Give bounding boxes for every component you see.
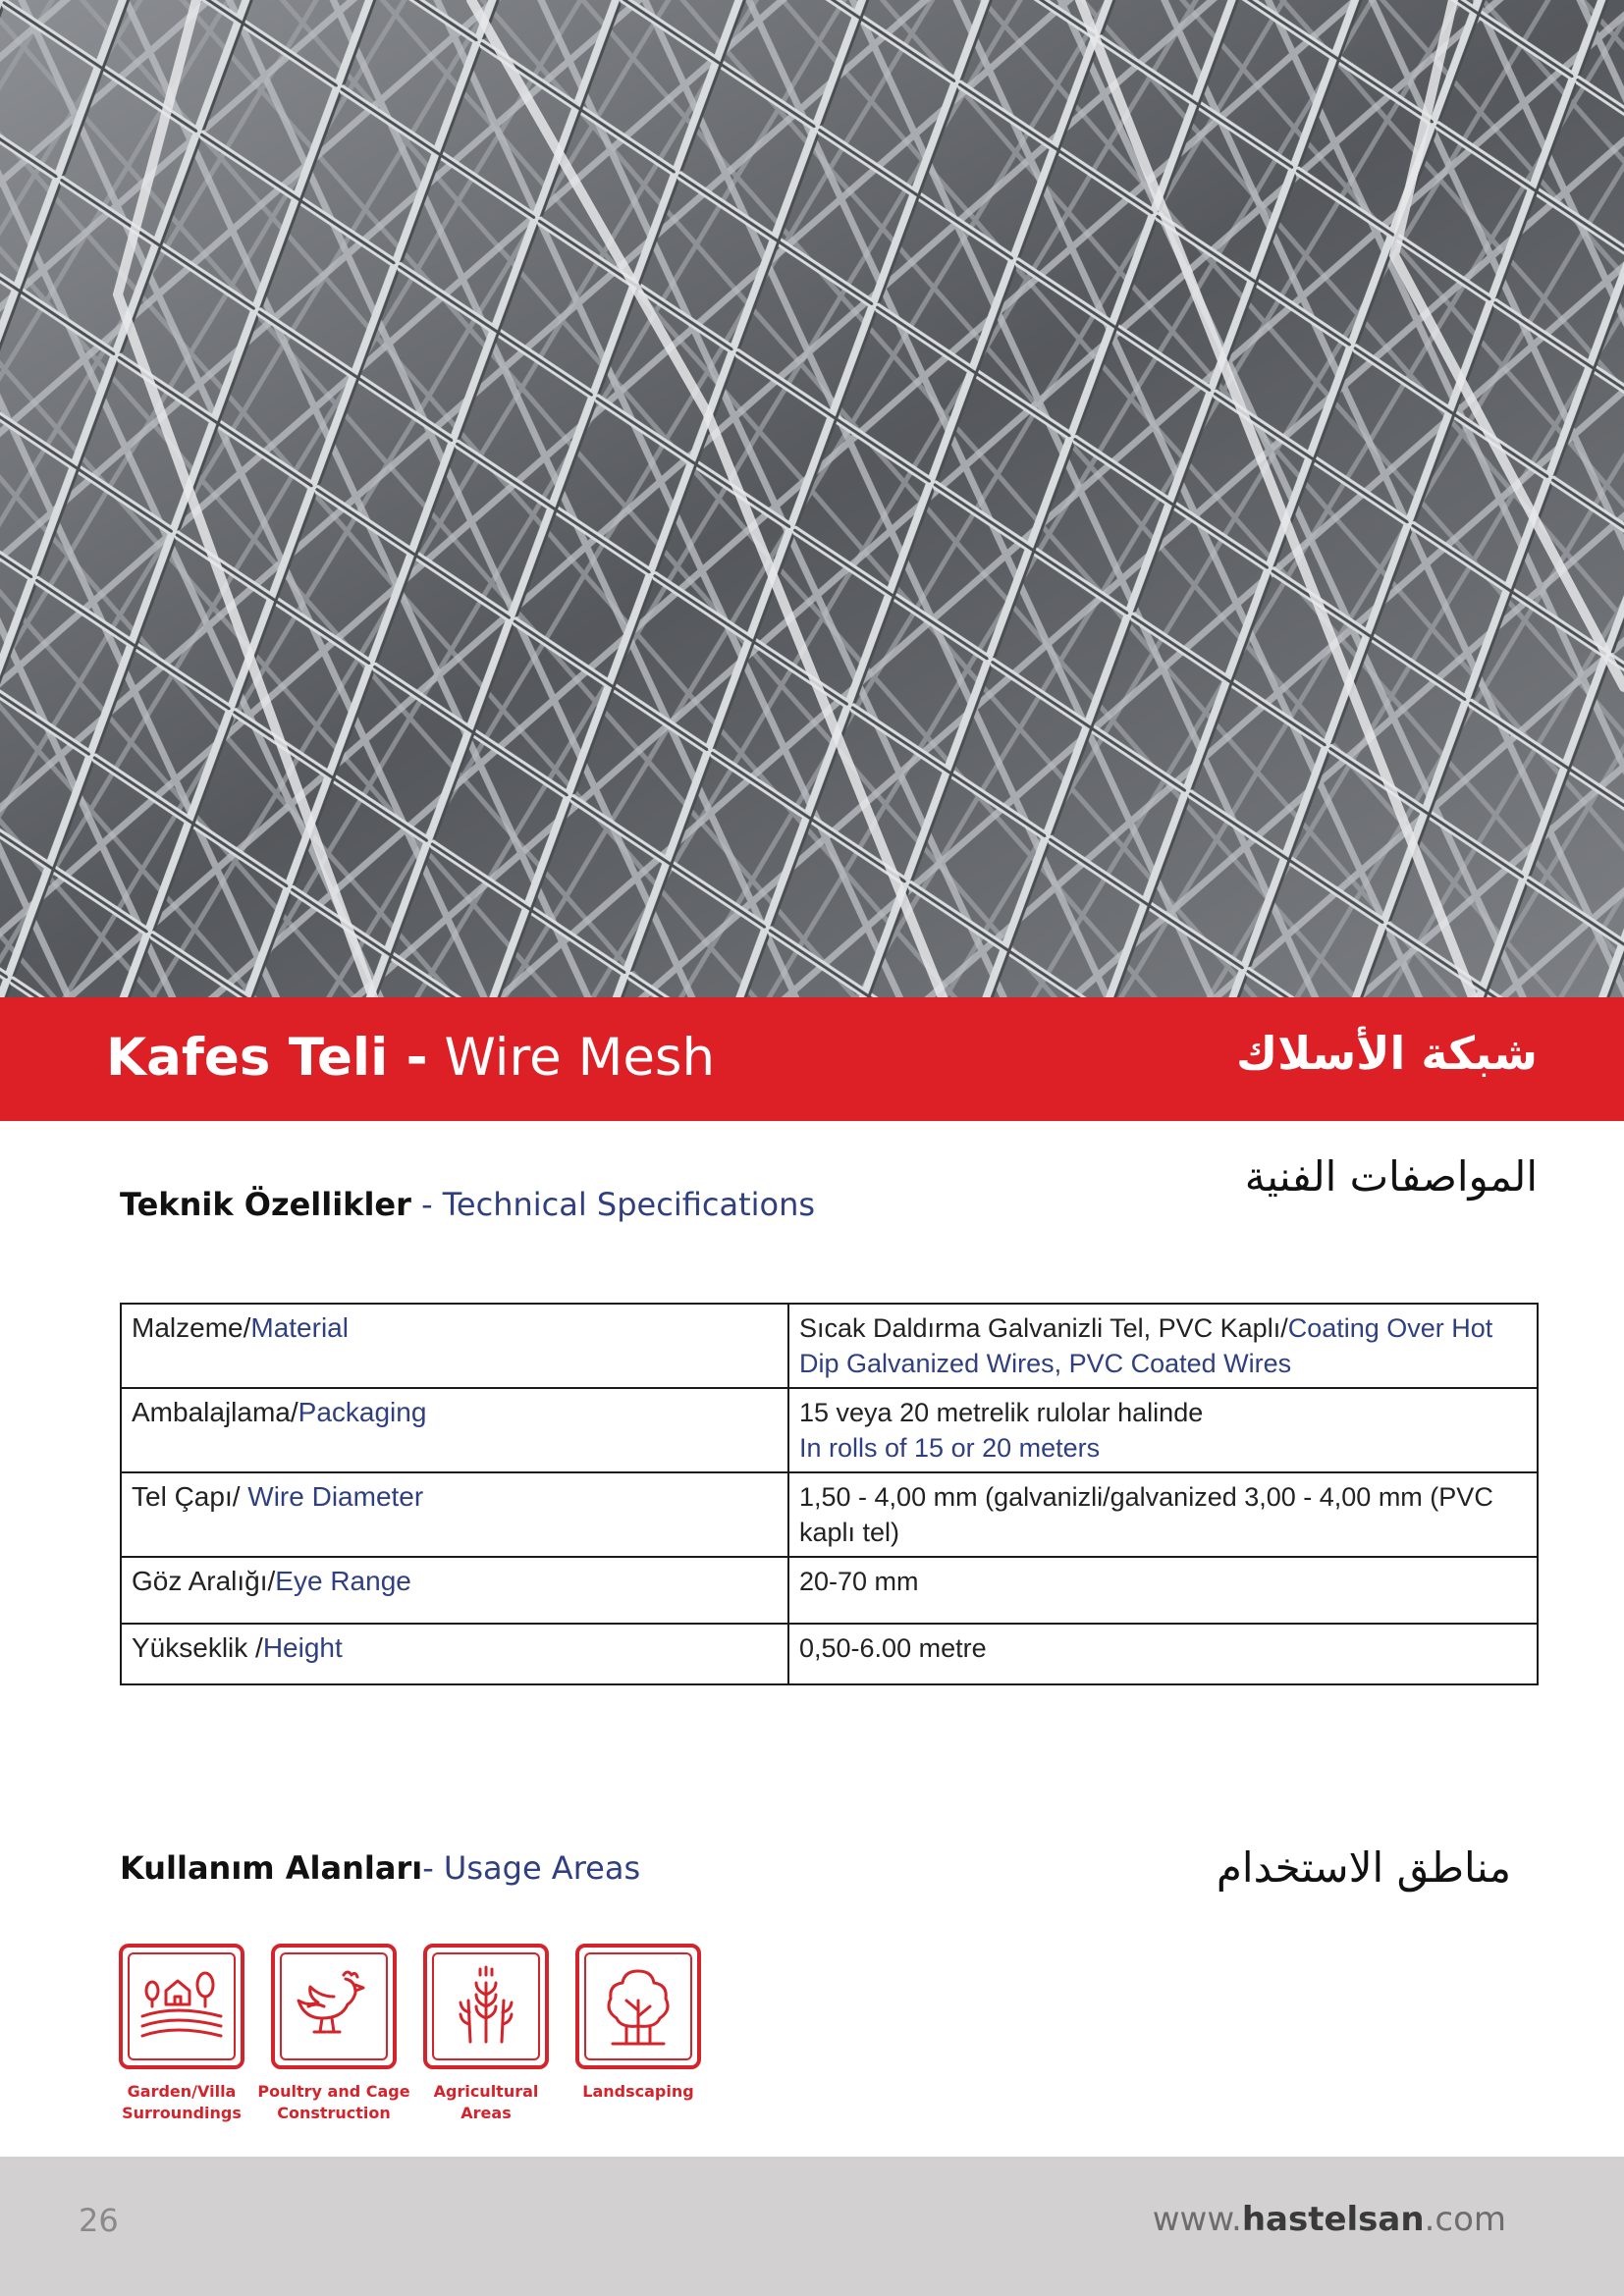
- table-row: [121, 1624, 1538, 1684]
- spec-value: [788, 1388, 1538, 1472]
- website-name: hastelsan: [1241, 2200, 1425, 2239]
- usage-item-poultry: [255, 1944, 412, 2124]
- spec-value: [788, 1557, 1538, 1624]
- spec-key: [121, 1624, 788, 1684]
- table-row: [121, 1388, 1538, 1472]
- usage-label: [407, 2081, 565, 2124]
- usage-label-line2: Construction: [277, 2104, 391, 2122]
- spec-key-tr: Yükseklik /: [132, 1632, 263, 1663]
- spec-value: [788, 1624, 1538, 1684]
- spec-key-en: Eye Range: [275, 1566, 411, 1596]
- spec-value: [788, 1472, 1538, 1557]
- usage-item-agricultural: [407, 1944, 565, 2124]
- usage-item-garden: [103, 1944, 260, 2124]
- specs-heading-tr: Teknik Özellikler: [120, 1186, 411, 1223]
- spec-key-en: Packaging: [298, 1397, 427, 1427]
- usage-label-line1: Garden/Villa: [127, 2082, 237, 2101]
- usage-heading-en: - Usage Areas: [422, 1849, 641, 1887]
- usage-heading: [120, 1849, 640, 1887]
- specs-heading: [120, 1186, 815, 1223]
- usage-heading-ar: مناطق الاستخدام: [1216, 1843, 1511, 1892]
- spec-value-en: Coating Over Hot Dip Galvanized Wires, PVC Coated Wires: [799, 1313, 1493, 1378]
- poultry-icon: [271, 1944, 397, 2069]
- product-title: [106, 1027, 715, 1090]
- usage-item-landscaping: [560, 1944, 717, 2103]
- website-prefix: www.: [1152, 2200, 1242, 2239]
- table-row: [121, 1304, 1538, 1388]
- page-number: 26: [79, 2202, 119, 2239]
- product-title-ar: شبكة الأسلاك: [1235, 1027, 1538, 1080]
- spec-key: [121, 1388, 788, 1472]
- spec-key-tr: Göz Aralığı/: [132, 1566, 276, 1596]
- spec-key-en: Material: [250, 1312, 349, 1343]
- spec-value-tr: 0,50-6.00 metre: [799, 1633, 987, 1663]
- spec-key: [121, 1304, 788, 1388]
- spec-key: [121, 1557, 788, 1624]
- usage-label: [103, 2081, 260, 2124]
- usage-label-line1: Agricultural: [433, 2082, 539, 2101]
- spec-value-en: In rolls of 15 or 20 meters: [799, 1433, 1101, 1463]
- specs-heading-ar: المواصفات الفنية: [1244, 1152, 1538, 1201]
- title-band: [0, 997, 1624, 1121]
- product-title-en: Wire Mesh: [444, 1028, 716, 1088]
- usage-label-line1: Poultry and Cage: [257, 2082, 410, 2101]
- garden-villa-icon: [119, 1944, 244, 2069]
- usage-label: [560, 2081, 717, 2103]
- usage-label-line2: Surroundings: [122, 2104, 242, 2122]
- table-row: [121, 1557, 1538, 1624]
- wire-mesh-photo: [0, 0, 1624, 997]
- landscaping-tree-icon: [575, 1944, 701, 2069]
- spec-key-en: Height: [262, 1632, 343, 1663]
- table-row: [121, 1472, 1538, 1557]
- wire-mesh-illustration: [0, 0, 1624, 997]
- spec-key-tr: Tel Çapı/: [132, 1481, 248, 1512]
- spec-key: [121, 1472, 788, 1557]
- usage-heading-tr: Kullanım Alanları: [120, 1849, 423, 1887]
- spec-value-tr: 1,50 - 4,00 mm (galvanizli/galvanized 3,00 - 4,00 mm (PVC kaplı tel): [799, 1482, 1493, 1547]
- spec-value-tr: Sıcak Daldırma Galvanizli Tel, PVC Kaplı/: [799, 1313, 1288, 1343]
- spec-table: [120, 1303, 1539, 1685]
- website-link[interactable]: [1153, 2200, 1506, 2239]
- agriculture-wheat-icon: [423, 1944, 549, 2069]
- usage-label-line2: Areas: [460, 2104, 512, 2122]
- website-suffix: .com: [1424, 2200, 1506, 2239]
- usage-label-line1: Landscaping: [582, 2082, 694, 2101]
- page-footer: [0, 2157, 1624, 2296]
- spec-key-tr: Ambalajlama/: [132, 1397, 298, 1427]
- spec-value-tr: 15 veya 20 metrelik rulolar halinde: [799, 1398, 1204, 1427]
- spec-value-tr: 20-70 mm: [799, 1567, 919, 1596]
- spec-key-tr: Malzeme/: [132, 1312, 251, 1343]
- specs-heading-en: - Technical Specifications: [410, 1186, 816, 1223]
- usage-label: [255, 2081, 412, 2124]
- product-title-tr: Kafes Teli -: [106, 1028, 428, 1088]
- spec-value: [788, 1304, 1538, 1388]
- spec-key-en: Wire Diameter: [247, 1481, 424, 1512]
